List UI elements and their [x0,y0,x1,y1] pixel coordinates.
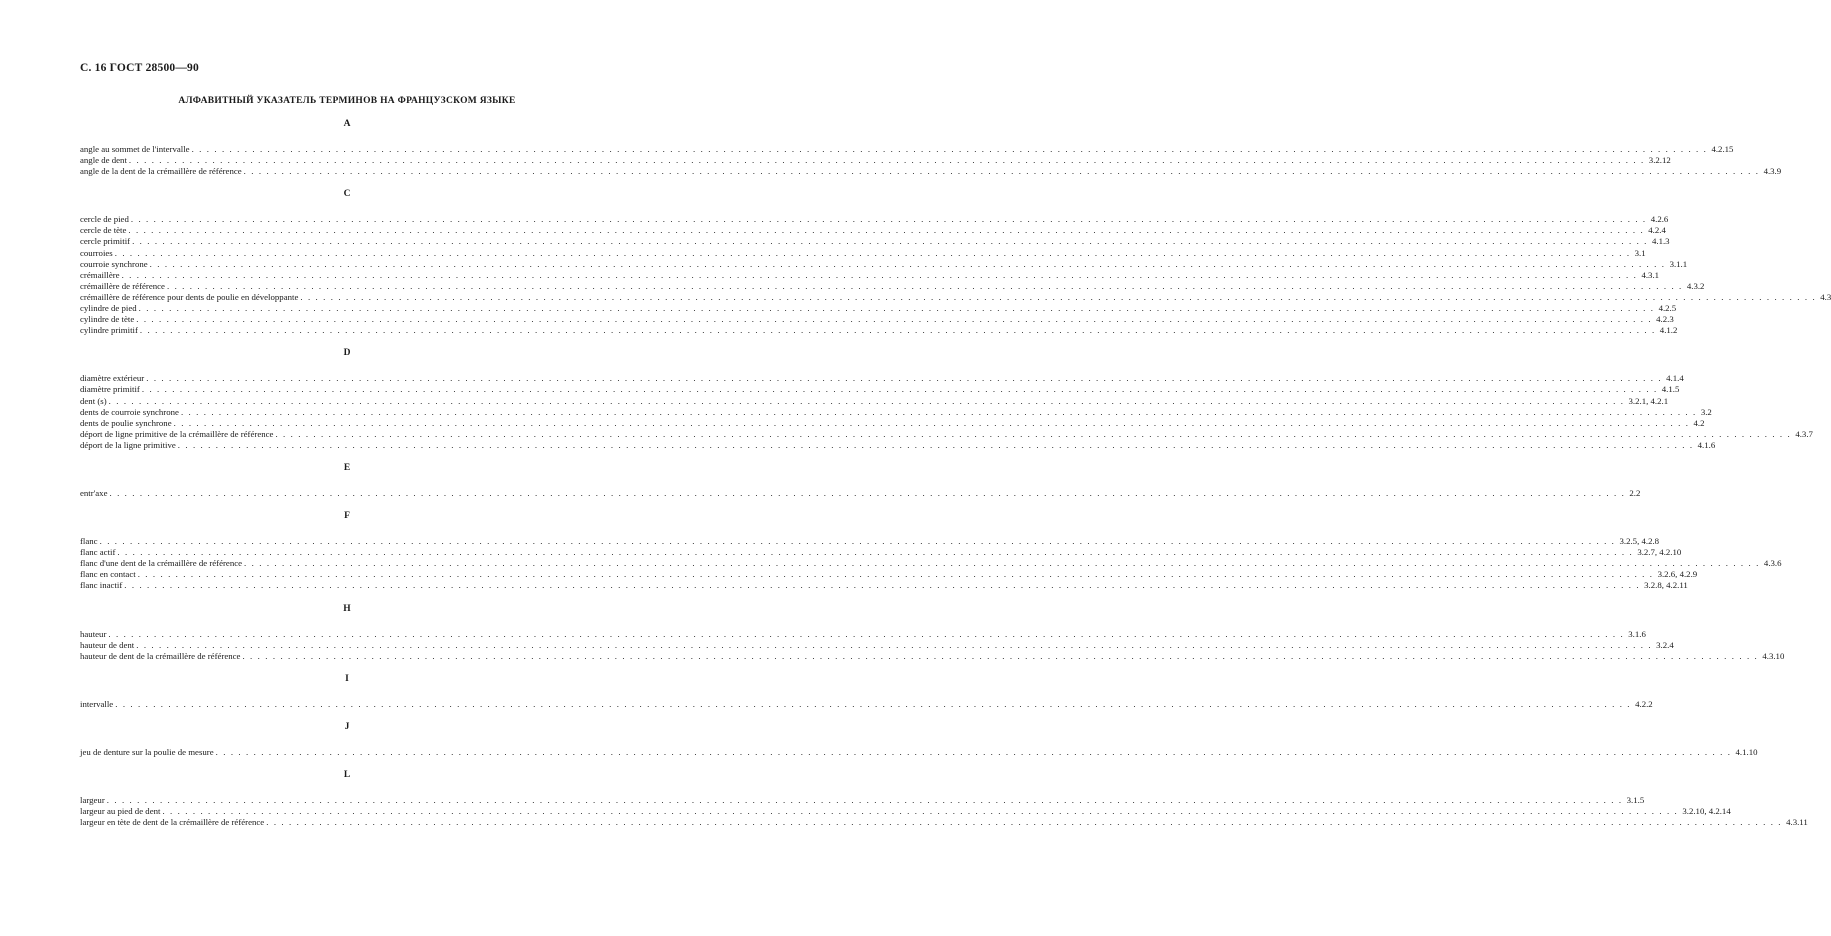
index-entry [80,395,1669,407]
dot-leader: . . . . . . . . . . . . . . . . . . . . . . . . . . . . . . . . . . . . . . . . . . . . . . . . . . . . . . . . . . . . . . . . . . . . . . . . . . . . . . . . . . . . . . . . . . . . . . . . . . . . . . . . . . . . . . . . . . . . . . . . . . . . . . . . . . . . . . . . . . . . . . . . . . . . . . . . . . . . . . . . . . . . . . . . . . . . . . . . . . . . . . . . . . . . . . . . . . . . . . . . [162,806,1679,817]
section-letter: A [343,119,351,129]
index-entry [80,536,1660,547]
entry-reference: 3.2.4 [1656,639,1674,650]
index-entry [80,795,1645,806]
entry-term: largeur [80,795,105,805]
index-section [80,347,1813,462]
entry-term: flanc actif [80,547,116,558]
dot-leader: . . . . . . . . . . . . . . . . . . . . . . . . . . . . . . . . . . . . . . . . . . . . . . . . . . . . . . . . . . . . . . . . . . . . . . . . . . . . . . . . . . . . . . . . . . . . . . . . . . . . . . . . . . . . . . . . . . . . . . . . . . . . . . . . . . . . . . . . . . . . . . . . . . . . . . . . . . . . . . . . . . . . . . . . . . . . . . . . . . . . . . . . . . . . . . . . . . . . . . . . [108,628,1625,639]
entry-reference: 4.1.6 [1697,439,1716,450]
entry-reference: 3.1.1 [1669,258,1688,269]
section-letter: C [343,189,351,200]
entry-term: hauteur de dent de la crémaillère de référence [80,650,241,661]
entry-reference: 4.2.3 [1656,314,1674,325]
dot-leader: . . . . . . . . . . . . . . . . . . . . . . . . . . . . . . . . . . . . . . . . . . . . . . . . . . . . . . . . . . . . . . . . . . . . . . . . . . . . . . . . . . . . . . . . . . . . . . . . . . . . . . . . . . . . . . . . . . . . . . . . . . . . . . . . . . . . . . . . . . . . . . . . . . . . . . . . . . . . . . . . . . . . . . . . . . . . . . . . . . . . . . . . . . . . . . . . . . . . . . . . [242,650,1759,661]
dot-leader: . . . . . . . . . . . . . . . . . . . . . . . . . . . . . . . . . . . . . . . . . . . . . . . . . . . . . . . . . . . . . . . . . . . . . . . . . . . . . . . . . . . . . . . . . . . . . . . . . . . . . . . . . . . . . . . . . . . . . . . . . . . . . . . . . . . . . . . . . . . . . . . . . . . . . . . . . . . . . . . . . . . . . . . . . . . . . . . . . . . . . . . . . . . . . . . . . . . . . . . . [139,325,1656,336]
entry-term: courroie synchrone [80,258,148,269]
index-section [80,510,1782,602]
index-title: АЛФАВИТНЫЙ УКАЗАТЕЛЬ ТЕРМИНОВ НА ФРАНЦУЗСКОМ ЯЗЫКЕ [178,96,516,106]
entry-term: angle au sommet de l'intervalle [80,144,190,154]
dot-leader: . . . . . . . . . . . . . . . . . . . . . . . . . . . . . . . . . . . . . . . . . . . . . . . . . . . . . . . . . . . . . . . . . . . . . . . . . . . . . . . . . . . . . . . . . . . . . . . . . . . . . . . . . . . . . . . . . . . . . . . . . . . . . . . . . . . . . . . . . . . . . . . . . . . . . . . . . . . . . . . . . . . . . . . . . . . . . . . . . . . . . . . . . . . . . . . . . . . . . . . . [191,144,1708,154]
section-letter: H [343,603,351,614]
section-letter: L [343,770,351,780]
dot-leader: . . . . . . . . . . . . . . . . . . . . . . . . . . . . . . . . . . . . . . . . . . . . . . . . . . . . . . . . . . . . . . . . . . . . . . . . . . . . . . . . . . . . . . . . . . . . . . . . . . . . . . . . . . . . . . . . . . . . . . . . . . . . . . . . . . . . . . . . . . . . . . . . . . . . . . . . . . . . . . . . . . . . . . . . . . . . . . . . . . . . . . . . . . . . . . . . . . . . . . . . [243,166,1760,177]
entry-reference: 3.2.5, 4.2.8 [1619,536,1660,547]
entry-reference: 4.3.6 [1763,558,1782,569]
index-entry [80,144,1734,155]
entry-reference: 4.3.1 [1641,269,1660,280]
entry-reference: 4.3.11 [1786,817,1808,828]
index-entry [80,406,1712,418]
index-entry [80,439,1716,451]
entry-reference: 4.2 [1693,417,1705,428]
entry-term: largeur en tète de dent de la crémaillère de référence [80,817,265,828]
entry-reference: 4.1.2 [1659,325,1678,336]
entry-term: déport de ligne primitive de la crémaillère de référence [80,428,274,439]
dot-leader: . . . . . . . . . . . . . . . . . . . . . . . . . . . . . . . . . . . . . . . . . . . . . . . . . . . . . . . . . . . . . . . . . . . . . . . . . . . . . . . . . . . . . . . . . . . . . . . . . . . . . . . . . . . . . . . . . . . . . . . . . . . . . . . . . . . . . . . . . . . . . . . . . . . . . . . . . . . . . . . . . . . . . . . . . . . . . . . . . . . . . . . . . . . . . . . . . . . . . . . . [244,558,1760,569]
section-letter: E [343,462,351,473]
entry-reference: 4.2.5 [1658,303,1677,314]
entry-reference: 4.3.9 [1763,166,1782,177]
dot-leader: . . . . . . . . . . . . . . . . . . . . . . . . . . . . . . . . . . . . . . . . . . . . . . . . . . . . . . . . . . . . . . . . . . . . . . . . . . . . . . . . . . . . . . . . . . . . . . . . . . . . . . . . . . . . . . . . . . . . . . . . . . . . . . . . . . . . . . . . . . . . . . . . . . . . . . . . . . . . . . . . . . . . . . . . . . . . . . . . . . . . . . . . . . . . . . . . . . . . . . . . [166,280,1683,291]
index-entry [80,639,1674,651]
index-entry [80,236,1670,247]
index-entry [80,417,1705,429]
dot-leader: . . . . . . . . . . . . . . . . . . . . . . . . . . . . . . . . . . . . . . . . . . . . . . . . . . . . . . . . . . . . . . . . . . . . . . . . . . . . . . . . . . . . . . . . . . . . . . . . . . . . . . . . . . . . . . . . . . . . . . . . . . . . . . . . . . . . . . . . . . . . . . . . . . . . . . . . . . . . . . . . . . . . . . . . . . . . . . . . . . . . . . . . . . . . . . . . . . . . . . . . [130,214,1647,225]
index-entry [80,155,1671,166]
dot-leader: . . . . . . . . . . . . . . . . . . . . . . . . . . . . . . . . . . . . . . . . . . . . . . . . . . . . . . . . . . . . . . . . . . . . . . . . . . . . . . . . . . . . . . . . . . . . . . . . . . . . . . . . . . . . . . . . . . . . . . . . . . . . . . . . . . . . . . . . . . . . . . . . . . . . . . . . . . . . . . . . . . . . . . . . . . . . . . . . . . . . . . . . . . . . . . . . . . . . . . . . [121,269,1638,280]
entry-reference: 4.2.2 [1635,698,1653,709]
entry-reference: 3.2.8, 4.2.11 [1644,580,1688,591]
dot-leader: . . . . . . . . . . . . . . . . . . . . . . . . . . . . . . . . . . . . . . . . . . . . . . . . . . . . . . . . . . . . . . . . . . . . . . . . . . . . . . . . . . . . . . . . . . . . . . . . . . . . . . . . . . . . . . . . . . . . . . . . . . . . . . . . . . . . . . . . . . . . . . . . . . . . . . . . . . . . . . . . . . . . . . . . . . . . . . . . . . . . . . . . . . . . . . . . . . . . . . . . [124,580,1641,591]
section-gap [80,177,614,188]
dot-leader: . . . . . . . . . . . . . . . . . . . . . . . . . . . . . . . . . . . . . . . . . . . . . . . . . . . . . . . . . . . . . . . . . . . . . . . . . . . . . . . . . . . . . . . . . . . . . . . . . . . . . . . . . . . . . . . . . . . . . . . . . . . . . . . . . . . . . . . . . . . . . . . . . . . . . . . . . . . . . . . . . . . . . . . . . . . . . . . . . . . . . . . . . . . . . . . . . . . . . . . . [138,303,1655,314]
index-section [80,769,1808,828]
entry-reference: 3.1.6 [1628,628,1646,639]
index-entry [80,650,1785,662]
entry-reference: 4.2.6 [1650,214,1669,225]
dot-leader: . . . . . . . . . . . . . . . . . . . . . . . . . . . . . . . . . . . . . . . . . . . . . . . . . . . . . . . . . . . . . . . . . . . . . . . . . . . . . . . . . . . . . . . . . . . . . . . . . . . . . . . . . . . . . . . . . . . . . . . . . . . . . . . . . . . . . . . . . . . . . . . . . . . . . . . . . . . . . . . . . . . . . . . . . . . . . . . . . . . . . . . . . . . . . . . . . . . . . . . . [117,547,1634,558]
entry-term: flanc inactif [80,580,123,591]
entry-reference: 3.2.7, 4.2.10 [1637,547,1682,558]
entry-term: cercle primitif [80,236,131,247]
index-entry [80,166,1782,177]
entry-term: crémaillère de référence [80,280,165,291]
dot-leader: . . . . . . . . . . . . . . . . . . . . . . . . . . . . . . . . . . . . . . . . . . . . . . . . . . . . . . . . . . . . . . . . . . . . . . . . . . . . . . . . . . . . . . . . . . . . . . . . . . . . . . . . . . . . . . . . . . . . . . . . . . . . . . . . . . . . . . . . . . . . . . . . . . . . . . . . . . . . . . . . . . . . . . . . . . . . . . . . . . . . . . . . . . . . . . . . . . . . . . . . [108,395,1625,406]
entry-term: jeu de denture sur la poulie de mesure [80,746,214,757]
index-entry [80,303,1677,314]
dot-leader: . . . . . . . . . . . . . . . . . . . . . . . . . . . . . . . . . . . . . . . . . . . . . . . . . . . . . . . . . . . . . . . . . . . . . . . . . . . . . . . . . . . . . . . . . . . . . . . . . . . . . . . . . . . . . . . . . . . . . . . . . . . . . . . . . . . . . . . . . . . . . . . . . . . . . . . . . . . . . . . . . . . . . . . . . . . . . . . . . . . . . . . . . . . . . . . . . . . . . . . . [266,817,1783,828]
entry-term: hauteur de dent [80,639,135,650]
index-entry [80,384,1680,395]
dot-leader: . . . . . . . . . . . . . . . . . . . . . . . . . . . . . . . . . . . . . . . . . . . . . . . . . . . . . . . . . . . . . . . . . . . . . . . . . . . . . . . . . . . . . . . . . . . . . . . . . . . . . . . . . . . . . . . . . . . . . . . . . . . . . . . . . . . . . . . . . . . . . . . . . . . . . . . . . . . . . . . . . . . . . . . . . . . . . . . . . . . . . . . . . . . . . . . . . . . . . . . . [99,536,1616,547]
index-entry [80,569,1698,580]
dot-leader: . . . . . . . . . . . . . . . . . . . . . . . . . . . . . . . . . . . . . . . . . . . . . . . . . . . . . . . . . . . . . . . . . . . . . . . . . . . . . . . . . . . . . . . . . . . . . . . . . . . . . . . . . . . . . . . . . . . . . . . . . . . . . . . . . . . . . . . . . . . . . . . . . . . . . . . . . . . . . . . . . . . . . . . . . . . . . . . . . . . . . . . . . . . . . . . . . . . . . . . . [106,795,1623,805]
dot-leader: . . . . . . . . . . . . . . . . . . . . . . . . . . . . . . . . . . . . . . . . . . . . . . . . . . . . . . . . . . . . . . . . . . . . . . . . . . . . . . . . . . . . . . . . . . . . . . . . . . . . . . . . . . . . . . . . . . . . . . . . . . . . . . . . . . . . . . . . . . . . . . . . . . . . . . . . . . . . . . . . . . . . . . . . . . . . . . . . . . . . . . . . . . . . . . . . . . . . . . . . [141,384,1658,395]
dot-leader: . . . . . . . . . . . . . . . . . . . . . . . . . . . . . . . . . . . . . . . . . . . . . . . . . . . . . . . . . . . . . . . . . . . . . . . . . . . . . . . . . . . . . . . . . . . . . . . . . . . . . . . . . . . . . . . . . . . . . . . . . . . . . . . . . . . . . . . . . . . . . . . . . . . . . . . . . . . . . . . . . . . . . . . . . . . . . . . . . . . . . . . . . . . . . . . . . . . . . . . . [115,698,1632,709]
entry-term: angle de la dent de la crémaillère de référence [80,166,242,177]
section-letter: D [343,348,351,359]
entry-term: flanc [80,536,98,547]
section-gap [80,710,614,721]
entry-reference: 3.2.6, 4.2.9 [1657,569,1698,580]
entry-reference: 4.3 [1820,291,1831,302]
entry-term: dents de poulie synchrone [80,417,172,428]
entry-term: intervalle [80,698,114,709]
section-gap [80,758,614,769]
entry-term: cylindre primitif [80,325,138,336]
entry-reference: 4.1.10 [1735,746,1758,757]
entry-reference: 3.2 [1700,406,1712,417]
dot-leader: . . . . . . . . . . . . . . . . . . . . . . . . . . . . . . . . . . . . . . . . . . . . . . . . . . . . . . . . . . . . . . . . . . . . . . . . . . . . . . . . . . . . . . . . . . . . . . . . . . . . . . . . . . . . . . . . . . . . . . . . . . . . . . . . . . . . . . . . . . . . . . . . . . . . . . . . . . . . . . . . . . . . . . . . . . . . . . . . . . . . . . . . . . . . . . . . . . . . . . . . [136,639,1653,650]
dot-leader: . . . . . . . . . . . . . . . . . . . . . . . . . . . . . . . . . . . . . . . . . . . . . . . . . . . . . . . . . . . . . . . . . . . . . . . . . . . . . . . . . . . . . . . . . . . . . . . . . . . . . . . . . . . . . . . . . . . . . . . . . . . . . . . . . . . . . . . . . . . . . . . . . . . . . . . . . . . . . . . . . . . . . . . . . . . . . . . . . . . . . . . . . . . . . . . . . . . . . . . . [149,258,1666,269]
dot-leader: . . . . . . . . . . . . . . . . . . . . . . . . . . . . . . . . . . . . . . . . . . . . . . . . . . . . . . . . . . . . . . . . . . . . . . . . . . . . . . . . . . . . . . . . . . . . . . . . . . . . . . . . . . . . . . . . . . . . . . . . . . . . . . . . . . . . . . . . . . . . . . . . . . . . . . . . . . . . . . . . . . . . . . . . . . . . . . . . . . . . . . . . . . . . . . . . . . . . . . . . [275,428,1792,439]
entry-term: hauteur [80,628,107,639]
entry-term: cylindre de pied [80,303,137,314]
index-entry [80,247,1646,259]
entry-term: cercle de pied [80,214,129,225]
entry-reference: 3.2.12 [1648,155,1671,166]
index-section [80,188,1831,347]
entry-term: crémaillère [80,269,120,280]
section-gap [80,336,614,347]
entry-term: diamètre primitif [80,384,140,395]
dot-leader: . . . . . . . . . . . . . . . . . . . . . . . . . . . . . . . . . . . . . . . . . . . . . . . . . . . . . . . . . . . . . . . . . . . . . . . . . . . . . . . . . . . . . . . . . . . . . . . . . . . . . . . . . . . . . . . . . . . . . . . . . . . . . . . . . . . . . . . . . . . . . . . . . . . . . . . . . . . . . . . . . . . . . . . . . . . . . . . . . . . . . . . . . . . . . . . . . . . . . . . . [137,569,1654,580]
index-entry [80,269,1660,281]
entry-term: angle de dent [80,155,127,166]
index-entry [80,314,1674,325]
entry-term: dents de courroie synchrone [80,406,179,417]
entry-reference: 2.2 [1629,487,1641,498]
entry-term: diamètre extérieur [80,373,145,384]
index-entry [80,580,1688,591]
dot-leader: . . . . . . . . . . . . . . . . . . . . . . . . . . . . . . . . . . . . . . . . . . . . . . . . . . . . . . . . . . . . . . . . . . . . . . . . . . . . . . . . . . . . . . . . . . . . . . . . . . . . . . . . . . . . . . . . . . . . . . . . . . . . . . . . . . . . . . . . . . . . . . . . . . . . . . . . . . . . . . . . . . . . . . . . . . . . . . . . . . . . . . . . . . . . . . . . . . . . . . . . [128,225,1645,236]
entry-reference: 4.1.5 [1661,384,1680,395]
entry-reference: 4.1.3 [1651,236,1670,247]
dot-leader: . . . . . . . . . . . . . . . . . . . . . . . . . . . . . . . . . . . . . . . . . . . . . . . . . . . . . . . . . . . . . . . . . . . . . . . . . . . . . . . . . . . . . . . . . . . . . . . . . . . . . . . . . . . . . . . . . . . . . . . . . . . . . . . . . . . . . . . . . . . . . . . . . . . . . . . . . . . . . . . . . . . . . . . . . . . . . . . . . . . . . . . . . . . . . . . . . . . . . . . . [177,439,1694,450]
entry-term: entr'axe [80,487,108,498]
index-section [80,721,1758,769]
index-entry [80,628,1646,640]
term-index [80,118,1831,828]
index-entry [80,214,1669,225]
section-letter: I [345,673,349,684]
dot-leader: . . . . . . . . . . . . . . . . . . . . . . . . . . . . . . . . . . . . . . . . . . . . . . . . . . . . . . . . . . . . . . . . . . . . . . . . . . . . . . . . . . . . . . . . . . . . . . . . . . . . . . . . . . . . . . . . . . . . . . . . . . . . . . . . . . . . . . . . . . . . . . . . . . . . . . . . . . . . . . . . . . . . . . . . . . . . . . . . . . . . . . . . . . . . . . . . . . . . . . . . [215,746,1732,757]
entry-term: flanc en contact [80,569,136,580]
entry-reference: 3.2.10, 4.2.14 [1682,806,1731,817]
index-section [80,603,1785,673]
dot-leader: . . . . . . . . . . . . . . . . . . . . . . . . . . . . . . . . . . . . . . . . . . . . . . . . . . . . . . . . . . . . . . . . . . . . . . . . . . . . . . . . . . . . . . . . . . . . . . . . . . . . . . . . . . . . . . . . . . . . . . . . . . . . . . . . . . . . . . . . . . . . . . . . . . . . . . . . . . . . . . . . . . . . . . . . . . . . . . . . . . . . . . . . . . . . . . . . . . . . . . . . [114,247,1631,258]
entry-term: flanc d'une dent de la crémaillère de référence [80,558,243,569]
entry-reference: 4.2.4 [1648,225,1666,236]
entry-reference: 4.3.10 [1762,650,1785,661]
section-gap [80,662,614,673]
dot-leader: . . . . . . . . . . . . . . . . . . . . . . . . . . . . . . . . . . . . . . . . . . . . . . . . . . . . . . . . . . . . . . . . . . . . . . . . . . . . . . . . . . . . . . . . . . . . . . . . . . . . . . . . . . . . . . . . . . . . . . . . . . . . . . . . . . . . . . . . . . . . . . . . . . . . . . . . . . . . . . . . . . . . . . . . . . . . . . . . . . . . . . . . . . . . . . . . . . . . . . . . [132,236,1648,247]
index-entry [80,817,1808,828]
dot-leader: . . . . . . . . . . . . . . . . . . . . . . . . . . . . . . . . . . . . . . . . . . . . . . . . . . . . . . . . . . . . . . . . . . . . . . . . . . . . . . . . . . . . . . . . . . . . . . . . . . . . . . . . . . . . . . . . . . . . . . . . . . . . . . . . . . . . . . . . . . . . . . . . . . . . . . . . . . . . . . . . . . . . . . . . . . . . . . . . . . . . . . . . . . . . . . . . . . . . . . . . [128,155,1645,166]
entry-reference: 4.2.15 [1711,144,1734,154]
index-entry [80,428,1813,440]
entry-reference: 3.1 [1634,247,1646,258]
index-entry [80,291,1831,303]
section-gap [80,592,614,603]
index-entry [80,373,1684,384]
entry-term: dent (s) [80,395,107,406]
entry-reference: 4.3.2 [1686,280,1705,291]
section-letter: J [344,721,350,732]
entry-term: courroies [80,247,113,258]
entry-reference: 3.1.5 [1626,795,1645,805]
index-entry [80,280,1705,292]
index-entry [80,746,1758,758]
index-section [80,462,1641,510]
index-entry [80,547,1682,558]
dot-leader: . . . . . . . . . . . . . . . . . . . . . . . . . . . . . . . . . . . . . . . . . . . . . . . . . . . . . . . . . . . . . . . . . . . . . . . . . . . . . . . . . . . . . . . . . . . . . . . . . . . . . . . . . . . . . . . . . . . . . . . . . . . . . . . . . . . . . . . . . . . . . . . . . . . . . . . . . . . . . . . . . . . . . . . . . . . . . . . . . . . . . . . . . . . . . . . . . . . . . . . . [300,291,1817,302]
index-entry [80,806,1731,817]
section-gap [80,451,614,462]
dot-leader: . . . . . . . . . . . . . . . . . . . . . . . . . . . . . . . . . . . . . . . . . . . . . . . . . . . . . . . . . . . . . . . . . . . . . . . . . . . . . . . . . . . . . . . . . . . . . . . . . . . . . . . . . . . . . . . . . . . . . . . . . . . . . . . . . . . . . . . . . . . . . . . . . . . . . . . . . . . . . . . . . . . . . . . . . . . . . . . . . . . . . . . . . . . . . . . . . . . . . . . . [173,417,1690,428]
index-entry [80,258,1688,270]
section-gap [80,499,614,510]
section-letter: F [344,511,350,522]
entry-term: crémaillère de référence pour dents de poulie en développante [80,291,299,302]
dot-leader: . . . . . . . . . . . . . . . . . . . . . . . . . . . . . . . . . . . . . . . . . . . . . . . . . . . . . . . . . . . . . . . . . . . . . . . . . . . . . . . . . . . . . . . . . . . . . . . . . . . . . . . . . . . . . . . . . . . . . . . . . . . . . . . . . . . . . . . . . . . . . . . . . . . . . . . . . . . . . . . . . . . . . . . . . . . . . . . . . . . . . . . . . . . . . . . . . . . . . . . . [146,373,1663,384]
index-section [80,118,1782,188]
index-entry [80,225,1666,236]
entry-term: largeur au pied de dent [80,806,161,817]
index-entry [80,698,1653,710]
entry-term: cylindre de tète [80,314,135,325]
index-entry [80,558,1782,569]
page-header: С. 16 ГОСТ 28500—90 [80,62,199,74]
index-entry [80,325,1678,336]
dot-leader: . . . . . . . . . . . . . . . . . . . . . . . . . . . . . . . . . . . . . . . . . . . . . . . . . . . . . . . . . . . . . . . . . . . . . . . . . . . . . . . . . . . . . . . . . . . . . . . . . . . . . . . . . . . . . . . . . . . . . . . . . . . . . . . . . . . . . . . . . . . . . . . . . . . . . . . . . . . . . . . . . . . . . . . . . . . . . . . . . . . . . . . . . . . . . . . . . . . . . . . . [136,314,1653,325]
entry-reference: 3.2.1, 4.2.1 [1628,395,1669,406]
entry-term: cercle de tète [80,225,127,236]
dot-leader: . . . . . . . . . . . . . . . . . . . . . . . . . . . . . . . . . . . . . . . . . . . . . . . . . . . . . . . . . . . . . . . . . . . . . . . . . . . . . . . . . . . . . . . . . . . . . . . . . . . . . . . . . . . . . . . . . . . . . . . . . . . . . . . . . . . . . . . . . . . . . . . . . . . . . . . . . . . . . . . . . . . . . . . . . . . . . . . . . . . . . . . . . . . . . . . . . . . . . . . . [180,406,1697,417]
entry-reference: 4.3.7 [1795,428,1813,439]
index-section [80,673,1653,721]
entry-term: déport de la ligne primitive [80,439,176,450]
entry-reference: 4.1.4 [1666,373,1684,384]
dot-leader: . . . . . . . . . . . . . . . . . . . . . . . . . . . . . . . . . . . . . . . . . . . . . . . . . . . . . . . . . . . . . . . . . . . . . . . . . . . . . . . . . . . . . . . . . . . . . . . . . . . . . . . . . . . . . . . . . . . . . . . . . . . . . . . . . . . . . . . . . . . . . . . . . . . . . . . . . . . . . . . . . . . . . . . . . . . . . . . . . . . . . . . . . . . . . . . . . . . . . . . . [109,487,1626,498]
index-entry [80,487,1641,499]
